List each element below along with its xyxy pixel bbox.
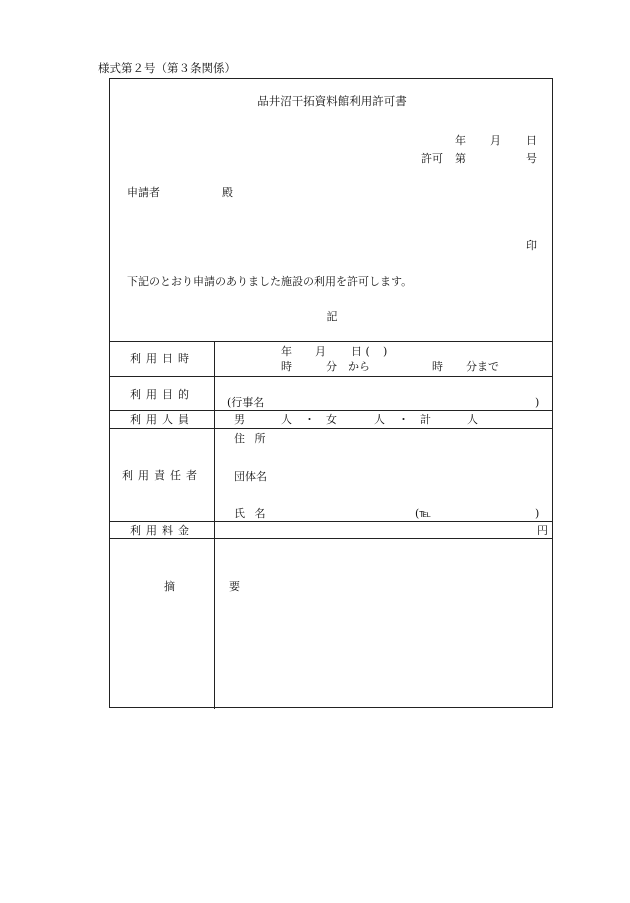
body-text: 下記のとおり申請のありました施設の利用を許可します。 [127, 275, 413, 288]
purpose-close: ) [535, 396, 540, 409]
fee-yen: 円 [537, 524, 548, 537]
responsible-name: 氏 名 [234, 507, 269, 520]
row-line-1 [110, 376, 552, 377]
permit-dai: 第 [455, 152, 466, 165]
dt-minute: 分 [326, 360, 337, 373]
people-total: 計 [420, 413, 431, 426]
people-dot1: ・ [304, 413, 315, 426]
permit-form [109, 78, 553, 708]
label-datetime: 利用日時 [130, 352, 194, 365]
row-line-3 [110, 428, 552, 429]
form-number: 様式第２号（第３条関係） [98, 61, 236, 75]
label-fee: 利用料金 [130, 524, 194, 537]
permit-prefix: 許可 [421, 152, 443, 165]
dt-made: 分まで [466, 360, 499, 373]
label-responsible: 利用責任者 [122, 469, 202, 482]
responsible-tel-open: (℡ [415, 507, 432, 520]
form-title: 品井沼干拓資料館利用許可書 [257, 94, 407, 108]
responsible-tel-close: ) [535, 507, 540, 520]
date-day: 日 [526, 134, 537, 147]
label-remarks: 摘要 [164, 580, 294, 593]
dt-paren-close: ) [383, 345, 388, 358]
date-year: 年 [455, 134, 466, 147]
people-dot2: ・ [398, 413, 409, 426]
row-line-2 [110, 410, 552, 411]
people-nin2: 人 [374, 413, 385, 426]
dt-hour2: 時 [432, 360, 443, 373]
responsible-group: 団体名 [234, 470, 267, 483]
label-people: 利用人員 [130, 413, 194, 426]
applicant-label: 申請者 [127, 186, 160, 199]
column-divider [214, 341, 215, 709]
seal-mark: 印 [526, 239, 537, 252]
permit-go: 号 [526, 152, 537, 165]
date-month: 月 [490, 134, 501, 147]
people-female: 女 [326, 413, 337, 426]
dt-year: 年 [281, 345, 292, 358]
label-purpose: 利用目的 [130, 388, 194, 401]
dt-day: 日 ( [351, 345, 370, 358]
people-male: 男 [234, 413, 245, 426]
row-line-5 [110, 538, 552, 539]
row-line-4 [110, 521, 552, 522]
people-nin3: 人 [467, 413, 478, 426]
people-nin1: 人 [281, 413, 292, 426]
responsible-address: 住 所 [234, 432, 269, 445]
purpose-event: (行事名 [227, 396, 265, 409]
table-top-line [110, 341, 552, 342]
applicant-honorific: 殿 [222, 186, 233, 199]
dt-month: 月 [315, 345, 326, 358]
ki-heading: 記 [326, 310, 338, 323]
dt-kara: から [348, 360, 370, 373]
dt-hour: 時 [281, 360, 292, 373]
